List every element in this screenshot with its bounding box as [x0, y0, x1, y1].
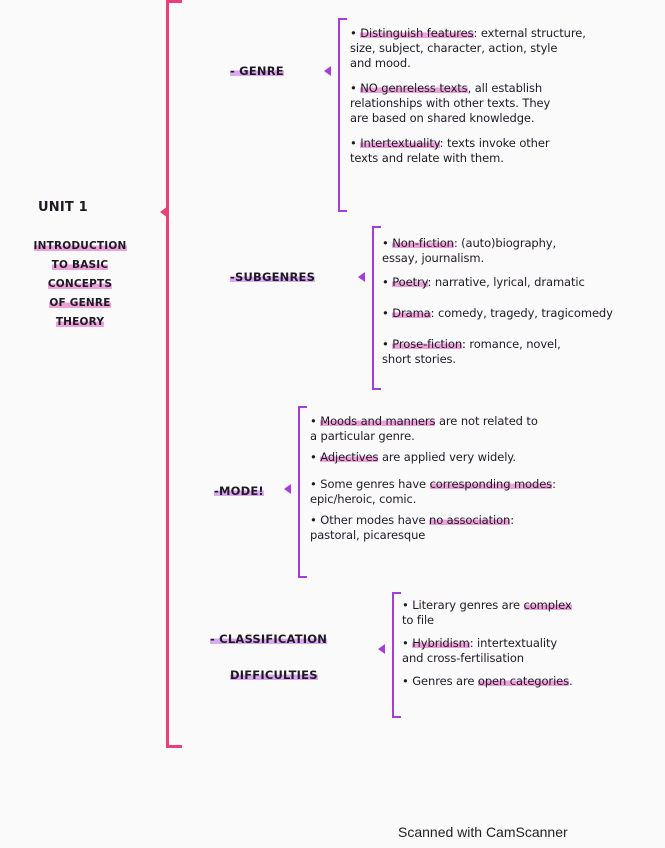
classification-item-lead: complex: [523, 598, 572, 612]
subgenres-item: [382, 236, 664, 266]
classification-item-text: : intertextuality: [469, 636, 558, 650]
subgenres-brace-notch: [358, 272, 365, 282]
unit-title-line: INTRODUCTION: [33, 240, 127, 252]
unit-title-line: TO BASIC: [51, 259, 109, 271]
subgenres-item-text: : romance, novel,: [462, 337, 561, 351]
genre-item-text: and mood.: [350, 56, 411, 70]
classification-item-text: to file: [402, 613, 435, 627]
mode-item-text: epic/heroic, comic.: [310, 492, 417, 506]
unit-title-line: CONCEPTS: [47, 278, 113, 290]
mode-label: -MODE!: [214, 484, 264, 498]
mode-item-lead: corresponding modes: [429, 477, 553, 491]
main-spine-foot: [166, 745, 182, 748]
classification-item-lead: Hybridism: [412, 636, 470, 650]
classification-items: [402, 598, 662, 689]
genre-item-text: relationships with other texts. They: [350, 96, 551, 110]
genre-item-text: are based on shared knowledge.: [350, 111, 535, 125]
camscanner-watermark: Scanned with CamScanner: [398, 824, 568, 840]
classification-item-text: .: [569, 674, 573, 688]
mode-item: [310, 450, 662, 465]
unit-title-line: OF GENRE: [49, 297, 111, 309]
subgenres-item-lead: Prose-fiction: [392, 337, 463, 351]
mode-item-text: are not related to: [435, 414, 538, 428]
genre-item: [350, 26, 662, 71]
genre-label: - GENRE: [230, 64, 284, 78]
genre-item-text: size, subject, character, action, style: [350, 41, 558, 55]
subgenres-label: -SUBGENRES: [230, 270, 316, 284]
mode-brace: [298, 406, 307, 578]
classification-item-text: and cross-fertilisation: [402, 651, 524, 665]
subgenres-item: [382, 275, 664, 290]
mode-item-lead: Moods and manners: [320, 414, 436, 428]
mode-brace-notch: [284, 484, 291, 494]
genre-brace: [338, 18, 347, 212]
classification-brace-notch: [378, 644, 385, 654]
subgenres-item-lead: Drama: [392, 306, 431, 320]
mode-item-text: Other modes have: [320, 513, 429, 527]
subgenres-item-text: : (auto)biography,: [453, 236, 557, 250]
mode-item-text: a particular genre.: [310, 429, 415, 443]
classification-label-line1: - CLASSIFICATION: [210, 632, 328, 646]
unit-title-line: THEORY: [55, 316, 105, 328]
subgenres-item-text: : narrative, lyrical, dramatic: [427, 275, 585, 289]
subgenres-item-text: : comedy, tragedy, tragicomedy: [430, 306, 613, 320]
mode-item-lead: no association: [429, 513, 511, 527]
classification-item: [402, 674, 662, 689]
genre-item: [350, 81, 662, 126]
classification-item-lead: open categories: [477, 674, 570, 688]
classification-item: [402, 636, 662, 666]
classification-item-text: Literary genres are: [412, 598, 524, 612]
genre-item-lead: NO genreless texts: [360, 81, 468, 95]
genre-item-text: : texts invoke other: [439, 136, 550, 150]
mode-item-lead: Adjectives: [320, 450, 379, 464]
genre-item-text: , all establish: [467, 81, 543, 95]
mode-item: [310, 414, 662, 444]
genre-items: [350, 26, 662, 166]
subgenres-item: [382, 337, 664, 367]
mode-item-text: pastoral, picaresque: [310, 528, 426, 542]
genre-brace-notch: [324, 66, 331, 76]
genre-item: [350, 136, 662, 166]
main-spine: [166, 0, 169, 748]
genre-item-text: : external structure,: [473, 26, 586, 40]
subgenres-item-lead: Poetry: [392, 275, 428, 289]
mode-items: [310, 414, 662, 543]
subgenres-item-lead: Non-fiction: [392, 236, 454, 250]
mode-item-text: Some genres have: [320, 477, 430, 491]
unit-title: [10, 234, 150, 329]
mode-item: [310, 477, 662, 507]
main-spine-notch: [160, 206, 168, 218]
mode-item-text: :: [510, 513, 515, 527]
mode-item-text: :: [552, 477, 556, 491]
genre-item-lead: Intertextuality: [360, 136, 440, 150]
subgenres-items: [382, 236, 664, 367]
subgenres-item-text: short stories.: [382, 352, 456, 366]
unit-number: UNIT 1: [38, 200, 88, 215]
classification-label-line2: DIFFICULTIES: [230, 668, 318, 682]
classification-item: [402, 598, 662, 628]
genre-item-lead: Distinguish features: [360, 26, 474, 40]
subgenres-item-text: essay, journalism.: [382, 251, 485, 265]
subgenres-brace: [372, 226, 381, 390]
mode-item-text: are applied very widely.: [378, 450, 516, 464]
subgenres-item: [382, 306, 664, 321]
genre-item-text: texts and relate with them.: [350, 151, 504, 165]
classification-brace: [392, 592, 401, 718]
classification-item-text: Genres are: [412, 674, 478, 688]
mode-item: [310, 513, 662, 543]
